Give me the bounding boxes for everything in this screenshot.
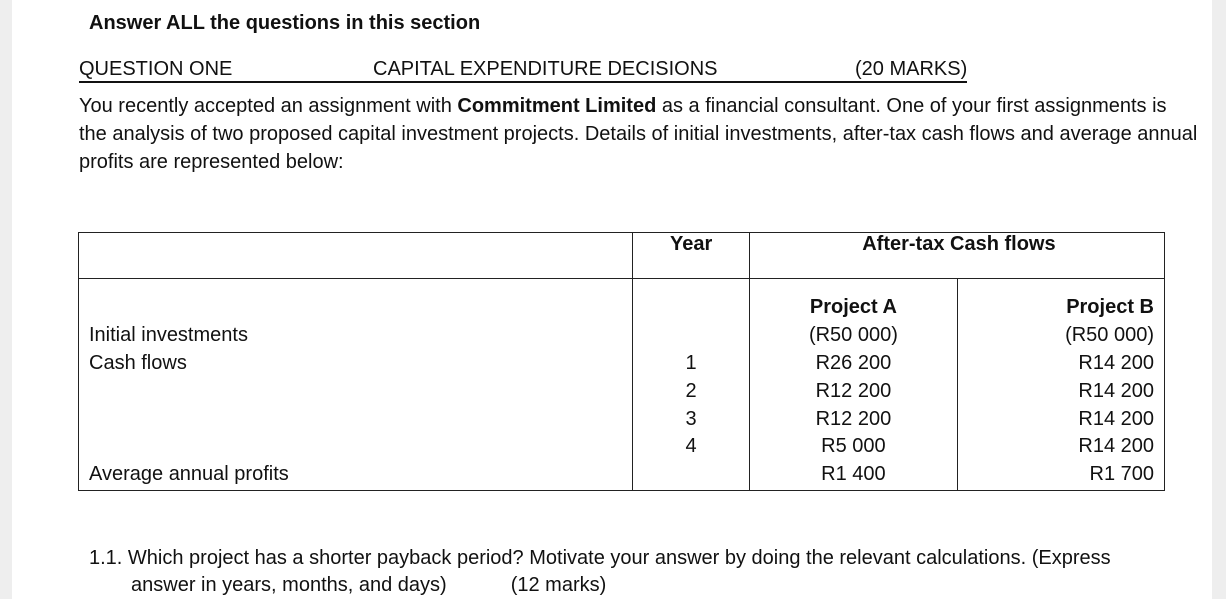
- heading-underline: [79, 81, 967, 83]
- project-a-initial: (R50 000): [808, 324, 898, 346]
- question-heading: [79, 58, 967, 82]
- question-1-1-line1: 1.1. Which project has a shorter payback period? Motivate your answer by doing the relevant calculations. (Express: [89, 547, 1111, 569]
- project-a-cell: [750, 279, 957, 491]
- intro-text-end: as a financial consultant. One of your first assignments is the analysis of two proposed capital investment projects. Details of initial investments, after-tax cash flows and average annual profits are represented below:: [79, 95, 1198, 173]
- project-b-cf-4: R14 200: [1078, 435, 1154, 457]
- project-b-name: Project B: [1066, 296, 1154, 318]
- row-label-cell: [79, 279, 633, 491]
- label-initial-investments: Initial investments: [89, 324, 248, 346]
- intro-paragraph: [79, 92, 1199, 176]
- header-blank-cell: [79, 233, 633, 279]
- project-b-initial: (R50 000): [1065, 324, 1154, 346]
- project-a-cf-4: R5 000: [821, 435, 886, 457]
- year-4: 4: [685, 435, 697, 457]
- project-a-cf-1: R26 200: [815, 352, 892, 374]
- question-marks: (20 MARKS): [855, 58, 968, 80]
- year-1: 1: [685, 352, 697, 374]
- left-page-edge: [0, 0, 12, 599]
- project-a-cf-2: R12 200: [815, 380, 892, 402]
- year-cell: [633, 279, 750, 491]
- project-a-average-profit: R1 400: [821, 463, 886, 485]
- question-topic: CAPITAL EXPENDITURE DECISIONS: [373, 58, 718, 80]
- header-year: Year: [633, 233, 750, 279]
- year-2: 2: [685, 380, 697, 402]
- question-1-1-marks: (12 marks): [510, 574, 607, 596]
- right-page-edge: [1212, 0, 1226, 599]
- project-b-cf-1: R14 200: [1078, 352, 1154, 374]
- company-name: Commitment Limited: [457, 95, 657, 117]
- table-header-row: [79, 233, 1165, 279]
- label-cash-flows: Cash flows: [89, 352, 187, 374]
- question-number: QUESTION ONE: [79, 58, 233, 80]
- project-b-average-profit: R1 700: [1089, 463, 1154, 485]
- question-1-1: [89, 545, 1189, 599]
- label-average-annual-profits: Average annual profits: [89, 463, 289, 485]
- header-after-tax-cash-flows: After-tax Cash flows: [750, 233, 1165, 279]
- project-b-cf-2: R14 200: [1078, 380, 1154, 402]
- question-1-1-line2: answer in years, months, and days): [131, 574, 447, 596]
- section-title: Answer ALL the questions in this section: [89, 12, 481, 34]
- cash-flow-table: [78, 232, 1165, 491]
- project-a-cf-3: R12 200: [815, 408, 892, 430]
- intro-text-start: You recently accepted an assignment with: [79, 95, 458, 117]
- table-body-row: [79, 279, 1165, 491]
- year-3: 3: [685, 408, 697, 430]
- project-a-name: Project A: [809, 296, 897, 318]
- project-b-cell: [957, 279, 1164, 491]
- project-b-cf-3: R14 200: [1078, 408, 1154, 430]
